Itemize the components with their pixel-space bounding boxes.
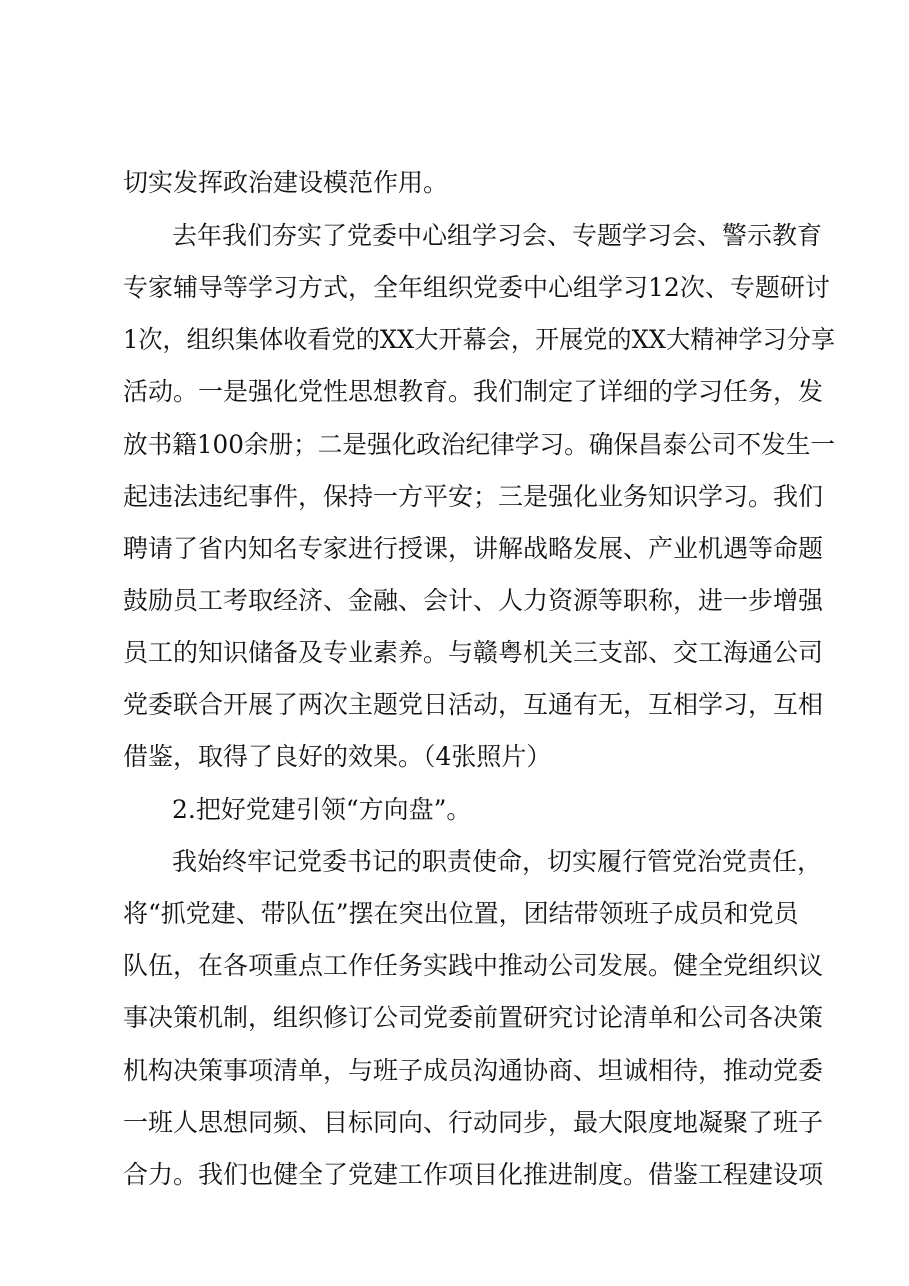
- text-line: 活动。一是强化党性思想教育。我们制定了详细的学习任务，发: [123, 377, 824, 406]
- text-line: 员工的知识储备及专业素养。与赣粤机关三支部、交工海通公司: [123, 638, 824, 667]
- text-line: 一班人思想同频、目标同向、行动同步，最大限度地凝聚了班子: [123, 1108, 824, 1137]
- text-line: 党委联合开展了两次主题党日活动，互通有无，互相学习，互相: [123, 690, 824, 719]
- section-heading: 2.把好党建引领“方向盘”。: [172, 795, 472, 824]
- text-line: 我始终牢记党委书记的职责使命，切实履行管党治党责任，: [172, 847, 823, 876]
- text-line: 机构决策事项清单，与班子成员沟通协商、坦诚相待，推动党委: [123, 1056, 824, 1085]
- text-line: 队伍，在各项重点工作任务实践中推动公司发展。健全党组织议: [123, 951, 824, 980]
- text-line: 起违法违纪事件，保持一方平安；三是强化业务知识学习。我们: [123, 482, 824, 511]
- text-line: 合力。我们也健全了党建工作项目化推进制度。借鉴工程建设项: [123, 1160, 824, 1189]
- text-line: 专家辅导等学习方式，全年组织党委中心组学习12次、专题研讨: [123, 273, 830, 302]
- text-line: 切实发挥政治建设模范作用。: [123, 168, 449, 197]
- text-line: 事决策机制，组织修订公司党委前置研究讨论清单和公司各决策: [123, 1003, 824, 1032]
- text-line: 借鉴，取得了良好的效果。（4张照片）: [123, 742, 552, 771]
- text-line: 聘请了省内知名专家进行授课，讲解战略发展、产业机遇等命题: [123, 534, 824, 563]
- text-line: 将“抓党建、带队伍”摆在突出位置，团结带领班子成员和党员: [123, 899, 799, 928]
- text-line: 放书籍100余册；二是强化政治纪律学习。确保昌泰公司不发生一: [123, 430, 835, 459]
- text-line: 1次，组织集体收看党的XX大开幕会，开展党的XX大精神学习分享: [123, 325, 835, 354]
- text-line: 去年我们夯实了党委中心组学习会、专题学习会、警示教育: [172, 221, 823, 250]
- text-line: 鼓励员工考取经济、金融、会计、人力资源等职称，进一步增强: [123, 586, 824, 615]
